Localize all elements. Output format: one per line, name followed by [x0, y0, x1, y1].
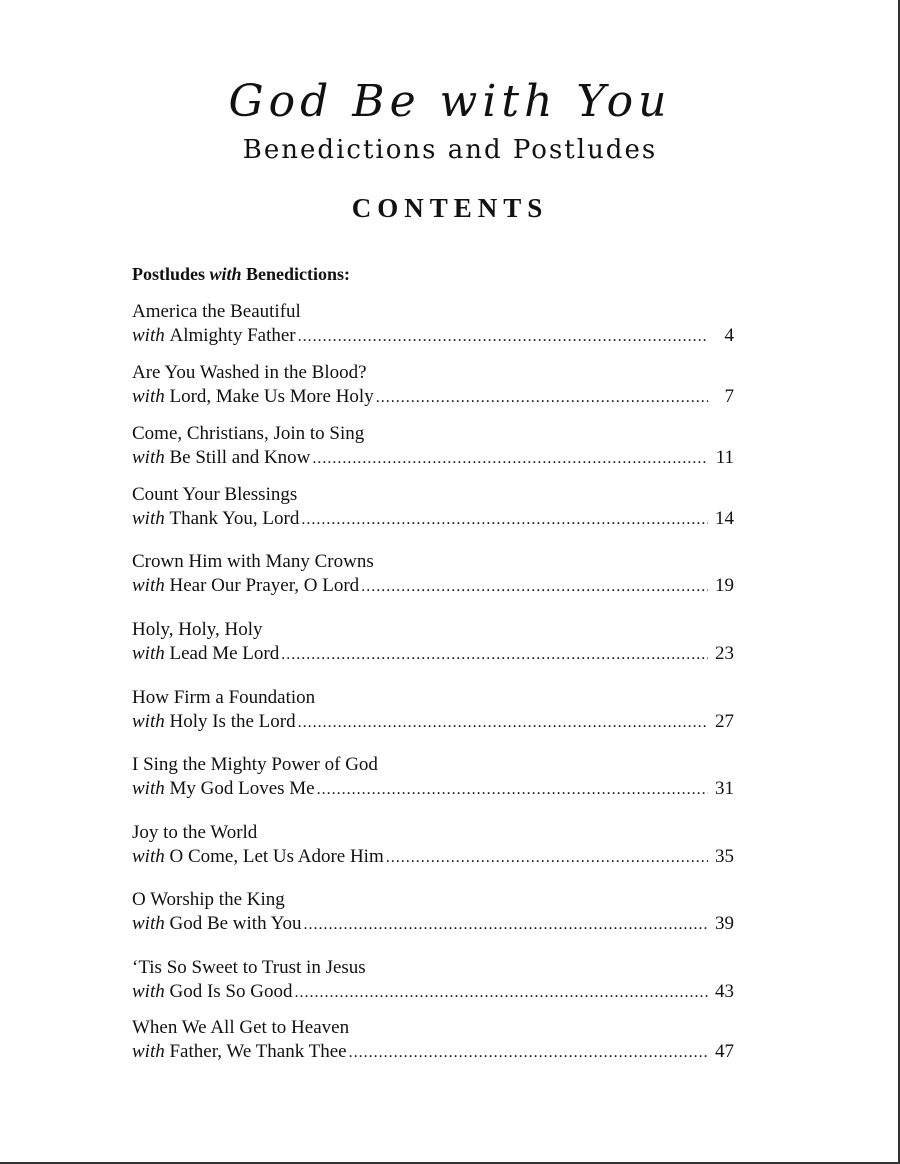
- dot-leader: [317, 778, 708, 802]
- dot-leader: [376, 386, 708, 410]
- postlude-title: Joy to the World: [132, 822, 258, 843]
- dot-leader: [361, 575, 708, 599]
- postlude-title: ‘Tis So Sweet to Trust in Jesus: [132, 957, 366, 978]
- section-heading-pre: Postludes: [132, 264, 210, 284]
- page-number: 35: [715, 846, 734, 867]
- book-subtitle: Benedictions and Postludes: [242, 135, 658, 165]
- benediction-line: [132, 446, 734, 471]
- with-label: with: [132, 508, 165, 529]
- postlude-title: Are You Washed in the Blood?: [132, 362, 367, 383]
- dot-leader: [303, 913, 708, 937]
- benediction-line: [132, 324, 734, 349]
- toc-entry: [132, 300, 734, 349]
- benediction-line: [132, 385, 734, 410]
- benediction-title: Hear Our Prayer, O Lord: [169, 575, 360, 596]
- page-number: 27: [715, 711, 734, 732]
- page-number: 19: [715, 575, 734, 596]
- toc-entry: [132, 361, 734, 410]
- benediction-title: God Be with You: [169, 913, 302, 934]
- with-label: with: [132, 913, 165, 934]
- page-number: 7: [724, 386, 734, 407]
- section-heading-post: Benedictions:: [241, 264, 351, 284]
- dot-leader: [301, 508, 708, 532]
- page-number: 11: [715, 447, 734, 468]
- benediction-title: Lead Me Lord: [169, 643, 280, 664]
- postlude-title: America the Beautiful: [132, 301, 301, 322]
- benediction-title: Be Still and Know: [169, 447, 311, 468]
- page-number: 43: [715, 981, 734, 1002]
- with-label: with: [132, 643, 165, 664]
- benediction-title: God Is So Good: [169, 981, 293, 1002]
- book-title: God Be with You: [228, 76, 672, 127]
- toc-entry: [132, 618, 734, 667]
- with-label: with: [132, 981, 165, 1002]
- toc-entry: [132, 1016, 734, 1065]
- benediction-line: [132, 1040, 734, 1065]
- with-label: with: [132, 447, 165, 468]
- benediction-line: [132, 912, 734, 937]
- benediction-title: O Come, Let Us Adore Him: [169, 846, 384, 867]
- with-label: with: [132, 778, 165, 799]
- postlude-title: I Sing the Mighty Power of God: [132, 754, 378, 775]
- benediction-line: [132, 642, 734, 667]
- benediction-line: [132, 574, 734, 599]
- page-number: 47: [715, 1041, 734, 1062]
- postlude-title: Crown Him with Many Crowns: [132, 551, 374, 572]
- toc-entry: [132, 956, 734, 1005]
- benediction-title: Father, We Thank Thee: [169, 1041, 347, 1062]
- dot-leader: [312, 447, 708, 471]
- dot-leader: [298, 325, 708, 349]
- benediction-title: Thank You, Lord: [169, 508, 300, 529]
- toc-entry: [132, 753, 734, 802]
- dot-leader: [294, 981, 708, 1005]
- benediction-title: Almighty Father: [169, 325, 296, 346]
- with-label: with: [132, 575, 165, 596]
- page-number: 14: [715, 508, 734, 529]
- dot-leader: [281, 643, 708, 667]
- toc-entry: [132, 483, 734, 532]
- postlude-title: Come, Christians, Join to Sing: [132, 423, 365, 444]
- page-number: 39: [715, 913, 734, 934]
- page-number: 23: [715, 643, 734, 664]
- toc-entry: [132, 888, 734, 937]
- benediction-line: [132, 710, 734, 735]
- postlude-title: Holy, Holy, Holy: [132, 619, 263, 640]
- benediction-title: Lord, Make Us More Holy: [169, 386, 374, 407]
- postlude-title: Count Your Blessings: [132, 484, 298, 505]
- dot-leader: [349, 1041, 708, 1065]
- benediction-title: Holy Is the Lord: [169, 711, 296, 732]
- dot-leader: [386, 846, 708, 870]
- contents-heading: CONTENTS: [351, 193, 549, 223]
- benediction-line: [132, 507, 734, 532]
- toc-entry: [132, 821, 734, 870]
- benediction-line: [132, 980, 734, 1005]
- dot-leader: [298, 711, 708, 735]
- postlude-title: When We All Get to Heaven: [132, 1017, 350, 1038]
- page-number: 4: [724, 325, 734, 346]
- benediction-line: [132, 845, 734, 870]
- toc-entry: [132, 550, 734, 599]
- with-label: with: [132, 325, 165, 346]
- postlude-title: How Firm a Foundation: [132, 687, 316, 708]
- benediction-title: My God Loves Me: [169, 778, 315, 799]
- with-label: with: [132, 711, 165, 732]
- toc-entry: [132, 686, 734, 735]
- section-heading-with: with: [209, 264, 242, 284]
- with-label: with: [132, 386, 165, 407]
- with-label: with: [132, 1041, 165, 1062]
- page-number: 31: [715, 778, 734, 799]
- section-heading: [132, 264, 350, 285]
- toc-entry: [132, 422, 734, 471]
- with-label: with: [132, 846, 165, 867]
- postlude-title: O Worship the King: [132, 889, 285, 910]
- benediction-line: [132, 777, 734, 802]
